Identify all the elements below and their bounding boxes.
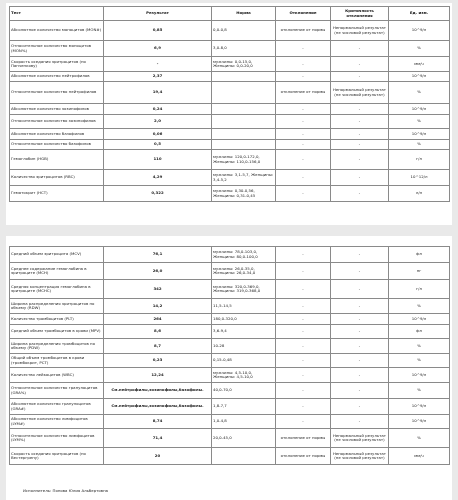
table-row	[10, 263, 450, 280]
unit-cell: %	[389, 140, 450, 150]
unit-cell: 10^9/л	[389, 399, 450, 415]
criticality-cell: -	[331, 383, 389, 399]
unit-cell: фл	[389, 325, 450, 339]
table-row	[10, 299, 450, 314]
table-row	[10, 280, 450, 299]
norm-cell	[212, 140, 276, 150]
table-row	[10, 314, 450, 325]
deviation-cell: -	[276, 104, 331, 115]
test-name-cell: Относительное количество гранулоцитов (GRA%)	[10, 383, 104, 399]
header-unit: Ед. изм.	[389, 7, 450, 21]
deviation-cell: отклонение от нормы	[276, 82, 331, 104]
test-name-cell: Абсолютное количество гранулоцитов (GRA#)	[10, 399, 104, 415]
norm-cell: 3,0-8,0	[212, 41, 276, 57]
result-cell: 0,24	[104, 104, 212, 115]
test-name-cell: Гемоглобин (HGB)	[10, 150, 104, 170]
norm-cell: 1,8-7,7	[212, 399, 276, 415]
result-cell: См.нейтрофилы,эозинофилы,базофилы.	[104, 399, 212, 415]
unit-cell: %	[389, 299, 450, 314]
results-table-page-1	[9, 6, 450, 202]
result-cell: 0,06	[104, 129, 212, 140]
table-row	[10, 104, 450, 115]
result-cell: 2,37	[104, 72, 212, 82]
unit-cell: %	[389, 383, 450, 399]
deviation-cell: -	[276, 263, 331, 280]
criticality-cell: -	[331, 280, 389, 299]
deviation-cell: -	[276, 115, 331, 129]
unit-cell: 10^9/л	[389, 104, 450, 115]
table-row	[10, 170, 450, 186]
table-row	[10, 325, 450, 339]
norm-cell: 20,0-45,0	[212, 429, 276, 448]
criticality-cell: -	[331, 325, 389, 339]
table-row	[10, 448, 450, 465]
norm-cell: 1,0-4,8	[212, 415, 276, 429]
unit-cell: 10^9/л	[389, 415, 450, 429]
executor-signature: Исполнитель: Попова Юлия Альбертовна	[23, 488, 109, 493]
criticality-cell: -	[331, 399, 389, 415]
test-name-cell: Средняя концентрация гемоглобина в эритроците (MCHC)	[10, 280, 104, 299]
deviation-cell: -	[276, 325, 331, 339]
deviation-cell: -	[276, 72, 331, 82]
test-name-cell: Абсолютное количество эозинофилов	[10, 104, 104, 115]
norm-cell: мужчины: 0,0-15,0, Женщины: 0,0-20,0	[212, 57, 276, 72]
test-name-cell: Общий объем тромбоцитов в крови (тромбокрит, PCT)	[10, 354, 104, 368]
result-cell: 110	[104, 150, 212, 170]
test-name-cell: Количество тромбоцитов (PLT)	[10, 314, 104, 325]
unit-cell: 10^9/л	[389, 368, 450, 383]
deviation-cell: отклонение от нормы	[276, 448, 331, 465]
table-row	[10, 57, 450, 72]
deviation-cell: -	[276, 354, 331, 368]
criticality-cell: -	[331, 170, 389, 186]
norm-cell	[212, 115, 276, 129]
test-name-cell: Абсолютное количество моноцитов (MON#)	[10, 21, 104, 41]
test-name-cell: Ширина распределения эритроцитов по объему (RDW)	[10, 299, 104, 314]
results-table-page-2	[9, 246, 450, 465]
deviation-cell: -	[276, 129, 331, 140]
test-name-cell: Количество лейкоцитов (WBC)	[10, 368, 104, 383]
unit-cell: %	[389, 429, 450, 448]
criticality-cell: -	[331, 140, 389, 150]
table-row	[10, 399, 450, 415]
deviation-cell: отклонение от нормы	[276, 429, 331, 448]
result-cell: 19,4	[104, 82, 212, 104]
norm-cell: 180,0-320,0	[212, 314, 276, 325]
table-row	[10, 129, 450, 140]
table-row	[10, 115, 450, 129]
norm-cell: мужчины: 120,0-172,0, Женщины: 110,0-156,0	[212, 150, 276, 170]
test-name-cell: Абсолютное количество нейтрофилов	[10, 72, 104, 82]
unit-cell: %	[389, 115, 450, 129]
result-cell: 8,7	[104, 339, 212, 354]
norm-cell: 10-28	[212, 339, 276, 354]
result-cell: 264	[104, 314, 212, 325]
unit-cell: 10^9/л	[389, 314, 450, 325]
report-page-2	[6, 236, 452, 500]
criticality-cell: -	[331, 415, 389, 429]
deviation-cell: отклонение от нормы	[276, 21, 331, 41]
result-cell: 76,1	[104, 247, 212, 263]
criticality-cell: -	[331, 129, 389, 140]
test-name-cell: Относительное количество лимфоцитов (LYM%)	[10, 429, 104, 448]
table-row	[10, 247, 450, 263]
norm-cell: 3,6-9,4	[212, 325, 276, 339]
criticality-cell: -	[331, 314, 389, 325]
result-cell: 0,23	[104, 354, 212, 368]
unit-cell: 10^12/л	[389, 170, 450, 186]
norm-cell	[212, 104, 276, 115]
table-row	[10, 429, 450, 448]
report-page-1	[6, 3, 452, 225]
unit-cell: г/л	[389, 150, 450, 170]
deviation-cell: -	[276, 299, 331, 314]
result-cell: 4,29	[104, 170, 212, 186]
table-header-row	[10, 7, 450, 21]
result-cell: 6,9	[104, 41, 212, 57]
result-cell: 26,0	[104, 263, 212, 280]
criticality-cell: Ненормальный результат (не числовой результат)	[331, 82, 389, 104]
norm-cell: мужчины: 320,0-369,0, Женщины: 319,0-368,0	[212, 280, 276, 299]
unit-cell: 10^9/л	[389, 21, 450, 41]
criticality-cell: -	[331, 354, 389, 368]
table-row	[10, 21, 450, 41]
unit-cell: пг	[389, 263, 450, 280]
criticality-cell: -	[331, 368, 389, 383]
table-row	[10, 354, 450, 368]
header-test: Тест	[10, 7, 104, 21]
result-cell: 0,85	[104, 21, 212, 41]
table-row	[10, 368, 450, 383]
header-result: Результат	[104, 7, 212, 21]
table-row	[10, 150, 450, 170]
deviation-cell: -	[276, 399, 331, 415]
table-row	[10, 383, 450, 399]
test-name-cell: Относительное количество базофилов	[10, 140, 104, 150]
table-row	[10, 415, 450, 429]
deviation-cell: -	[276, 140, 331, 150]
table-row	[10, 339, 450, 354]
deviation-cell: -	[276, 170, 331, 186]
norm-cell: мужчины: 4,5-10,0, Женщины: 4,5-10,0	[212, 368, 276, 383]
norm-cell: мужчины: 26,0-35,0, Женщины: 26,0-34,0	[212, 263, 276, 280]
result-cell: 8,6	[104, 325, 212, 339]
result-cell: 71,4	[104, 429, 212, 448]
unit-cell: мм/ч	[389, 57, 450, 72]
norm-cell	[212, 72, 276, 82]
table-row	[10, 140, 450, 150]
result-cell: 12,24	[104, 368, 212, 383]
criticality-cell: Ненормальный результат (не числовой результат)	[331, 21, 389, 41]
norm-cell: 11,5-14,5	[212, 299, 276, 314]
unit-cell: %	[389, 354, 450, 368]
test-name-cell: Ширина распределения тромбоцитов по объему (PDW)	[10, 339, 104, 354]
deviation-cell: -	[276, 339, 331, 354]
criticality-cell: -	[331, 247, 389, 263]
result-cell: 14,2	[104, 299, 212, 314]
test-name-cell: Абсолютное количество базофилов	[10, 129, 104, 140]
deviation-cell: -	[276, 150, 331, 170]
result-cell: 2,0	[104, 115, 212, 129]
test-name-cell: Среднее содержание гемоглобина в эритроците (MCH)	[10, 263, 104, 280]
unit-cell: %	[389, 82, 450, 104]
unit-cell: л/л	[389, 186, 450, 202]
norm-cell: 40,0-70,0	[212, 383, 276, 399]
result-cell: 8,74	[104, 415, 212, 429]
unit-cell: мм/ч	[389, 448, 450, 465]
result-cell: -	[104, 57, 212, 72]
unit-cell: 10^9/л	[389, 72, 450, 82]
table-row	[10, 72, 450, 82]
norm-cell: 0,15-0,48	[212, 354, 276, 368]
criticality-cell: -	[331, 299, 389, 314]
criticality-cell: -	[331, 150, 389, 170]
table-row	[10, 41, 450, 57]
unit-cell: %	[389, 339, 450, 354]
deviation-cell: -	[276, 280, 331, 299]
result-cell: См.нейтрофилы,эозинофилы,базофилы.	[104, 383, 212, 399]
unit-cell: %	[389, 41, 450, 57]
deviation-cell: -	[276, 368, 331, 383]
criticality-cell: -	[331, 72, 389, 82]
test-name-cell: Скорость оседания эритроцитов (по Панченкову)	[10, 57, 104, 72]
criticality-cell: -	[331, 41, 389, 57]
header-norm: Норма	[212, 7, 276, 21]
unit-cell: фл	[389, 247, 450, 263]
norm-cell	[212, 129, 276, 140]
norm-cell	[212, 448, 276, 465]
norm-cell: мужчины: 78,0-103,0, Женщины: 80,0-100,0	[212, 247, 276, 263]
test-name-cell: Средний объем тромбоцитов в крови (MPV)	[10, 325, 104, 339]
result-cell: 342	[104, 280, 212, 299]
deviation-cell: -	[276, 383, 331, 399]
criticality-cell: Ненормальный результат (не числовой результат)	[331, 448, 389, 465]
criticality-cell: Ненормальный результат (не числовой результат)	[331, 429, 389, 448]
criticality-cell: -	[331, 57, 389, 72]
test-name-cell: Гематокрит (HCT)	[10, 186, 104, 202]
norm-cell: мужчины: 0,30-0,56, Женщины: 0,31-0,45	[212, 186, 276, 202]
table-body	[10, 247, 450, 465]
test-name-cell: Средний объем эритроцита (MCV)	[10, 247, 104, 263]
test-name-cell: Относительное количество эозинофилов	[10, 115, 104, 129]
deviation-cell: -	[276, 186, 331, 202]
criticality-cell: -	[331, 115, 389, 129]
header-deviation: Отклонение	[276, 7, 331, 21]
result-cell: 0,322	[104, 186, 212, 202]
test-name-cell: Количество эритроцитов (RBC)	[10, 170, 104, 186]
deviation-cell: -	[276, 57, 331, 72]
norm-cell: мужчины: 3,1-5,7, Женщины: 3,4-5,2	[212, 170, 276, 186]
table-row	[10, 82, 450, 104]
unit-cell: г/л	[389, 280, 450, 299]
deviation-cell: -	[276, 41, 331, 57]
criticality-cell: -	[331, 186, 389, 202]
test-name-cell: Абсолютное количество лимфоцитов (LYM#)	[10, 415, 104, 429]
criticality-cell: -	[331, 104, 389, 115]
table-body	[10, 21, 450, 202]
test-name-cell: Относительное количество нейтрофилов	[10, 82, 104, 104]
deviation-cell: -	[276, 247, 331, 263]
result-cell: 0,5	[104, 140, 212, 150]
unit-cell: 10^9/л	[389, 129, 450, 140]
criticality-cell: -	[331, 339, 389, 354]
test-name-cell: Скорость оседания эритроцитов (по Вестергрену)	[10, 448, 104, 465]
result-cell: 20	[104, 448, 212, 465]
test-name-cell: Относительное количество моноцитов (MON%)	[10, 41, 104, 57]
criticality-cell: -	[331, 263, 389, 280]
deviation-cell: -	[276, 314, 331, 325]
table-row	[10, 186, 450, 202]
norm-cell	[212, 82, 276, 104]
deviation-cell: -	[276, 415, 331, 429]
header-criticality: Критичность отклонения	[331, 7, 389, 21]
norm-cell: 0,0-0,8	[212, 21, 276, 41]
